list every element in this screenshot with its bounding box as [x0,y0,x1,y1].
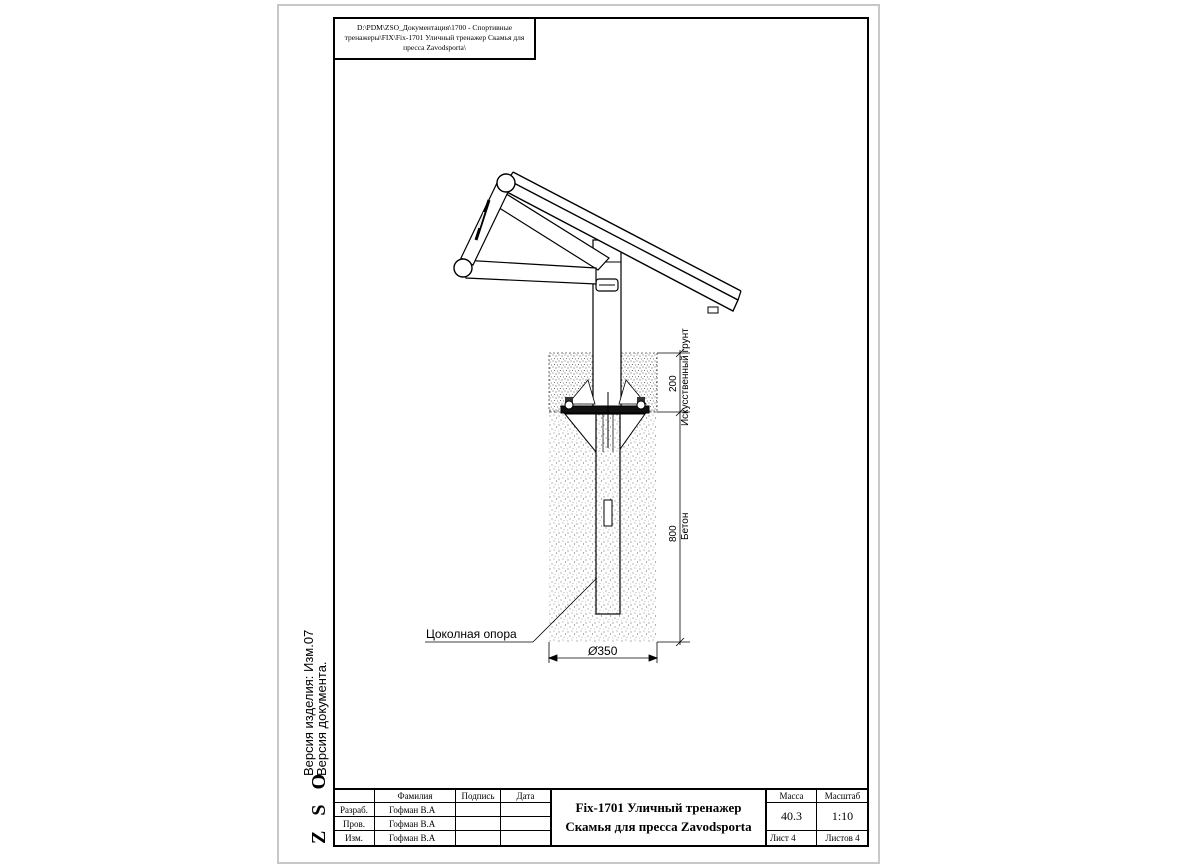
name-developer: Гофман В.А [374,802,456,817]
item-version: Версия изделия: Изм.07 [301,629,316,776]
layer-bottom-label: Бетон [680,512,691,540]
base-plate [561,406,649,413]
zso-logo: Z S O [308,768,330,844]
dim-top-label: 200 [668,375,679,392]
sheet-number: Лист 4 [765,830,817,846]
title-line-2: Скамья для пресса Zavodsporta [565,819,752,834]
file-path: D:\PDM\ZSO_Документация\1700 - Спортивные тренажеры\FIX\Fix-1701 Уличный тренажер Скамья для пресса Zavodsporta\ [344,23,525,52]
layer-top-label: Искусственный грунт [680,328,691,426]
name-change: Гофман В.А [374,830,456,846]
scale-value: 1:10 [816,802,869,831]
diameter-value: 350 [597,644,618,658]
scale-label: Масштаб [816,789,869,803]
diameter-label [588,644,617,658]
document-version: Версия документа. [314,661,329,776]
mass-label: Масса [765,789,817,803]
title-line-1: Fix-1701 Уличный тренажер [575,800,742,815]
header-date: Дата [500,789,551,803]
sheet-count: Листов 4 [816,830,869,846]
role-change: Изм. [333,830,375,846]
header-surname: Фамилия [374,789,456,803]
bench-board [505,172,741,313]
callout-label: Цоколная опора [426,627,517,641]
drawing-title [550,789,765,845]
diameter-symbol: Ø [588,644,598,658]
name-checker: Гофман В.А [374,816,456,831]
role-checker: Пров. [333,816,375,831]
header-signature: Подпись [455,789,501,803]
mass-value: 40.3 [765,802,817,831]
role-developer: Разраб. [333,802,375,817]
dim-bottom-label: 800 [668,525,679,542]
